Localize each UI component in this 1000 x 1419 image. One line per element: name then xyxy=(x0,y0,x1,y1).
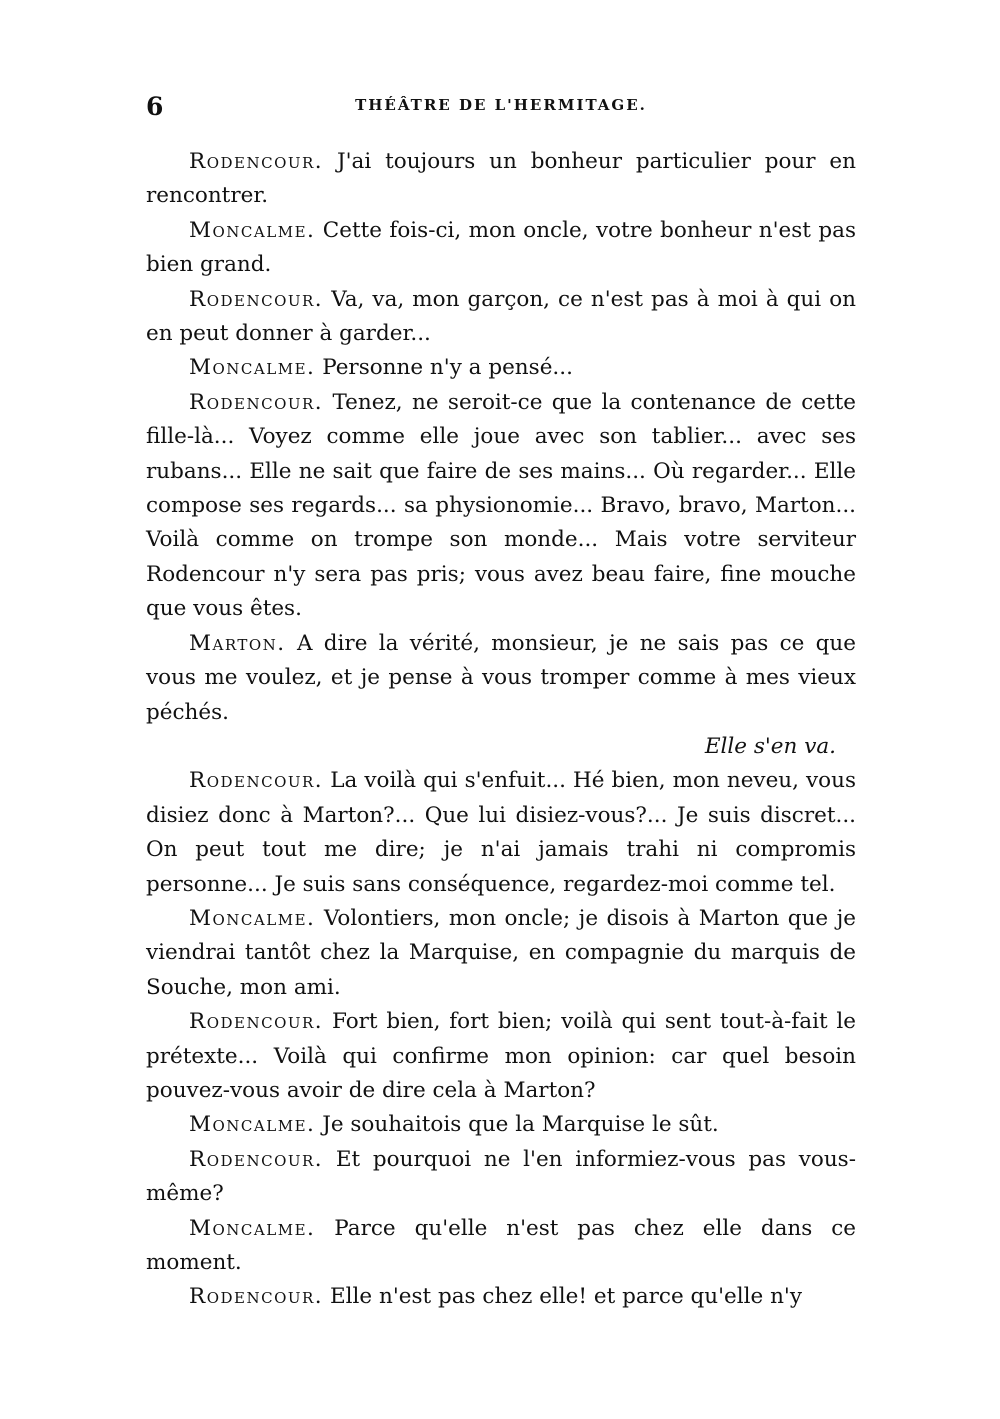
running-title: THÉÂTRE DE L'HERMITAGE. xyxy=(355,96,647,114)
speaker-name: Moncalme. xyxy=(189,1112,316,1138)
speech-paragraph xyxy=(146,214,856,283)
speech-text: Personne n'y a pensé... xyxy=(322,355,573,381)
speaker-name: Rodencour. xyxy=(189,768,324,794)
speech-paragraph xyxy=(146,283,856,352)
speech-paragraph xyxy=(146,1143,856,1212)
speaker-name: Rodencour. xyxy=(189,1009,324,1035)
speech-text: Va, va, mon garçon, ce n'est pas à moi à qui on en peut donner à garder... xyxy=(146,286,856,347)
speech-text: J'ai toujours un bonheur particulier pour en rencontrer. xyxy=(146,149,856,209)
page-header xyxy=(146,92,856,126)
speech-text: Et pourquoi ne l'en informiez-vous pas vous-même? xyxy=(146,1146,856,1207)
speech-paragraph xyxy=(146,764,856,902)
speaker-name: Marton. xyxy=(189,630,286,656)
speech-text: La voilà qui s'enfuit... Hé bien, mon neveu, vous disiez donc à Marton?... Que lui disiez-vous?... Je suis discret... On peut tout me dire; je n'ai jamais trahi ni compromis personne... Je suis sans conséquence, regardez-moi comme tel. xyxy=(146,768,856,897)
page-number: 6 xyxy=(146,92,164,121)
speaker-name: Rodencour. xyxy=(189,1146,324,1172)
speech-paragraph xyxy=(146,627,856,730)
speech-text: Tenez, ne seroit-ce que la contenance de cette fille-là... Voyez comme elle joue avec son tablier... avec ses rubans... Elle ne sait que faire de ses mains... Où regarder... Elle compose ses regards... sa physionomie... Bravo, bravo, Marton... Voilà comme on trompe son monde... Mais votre serviteur Rodencour n'y sera pas pris; vous avez beau faire, fine mouche que vous êtes. xyxy=(146,389,856,622)
speech-paragraph xyxy=(146,386,856,627)
speaker-name: Moncalme. xyxy=(189,355,316,381)
speech-paragraph xyxy=(146,1280,856,1314)
speech-paragraph xyxy=(146,145,856,214)
speaker-name: Rodencour. xyxy=(189,1284,324,1310)
speech-text: Parce qu'elle n'est pas chez elle dans ce moment. xyxy=(146,1215,856,1275)
speech-text: A dire la vérité, monsieur, je ne sais pas ce que vous me voulez, et je pense à vous tromper comme à mes vieux péchés. xyxy=(146,630,856,725)
speech-text: Je souhaitois que la Marquise le sût. xyxy=(322,1112,719,1138)
speech-paragraph xyxy=(146,351,856,385)
speaker-name: Rodencour. xyxy=(189,389,324,415)
speech-text: Volontiers, mon oncle; je disois à Marton que je viendrai tantôt chez la Marquise, en compagnie du marquis de Souche, mon ami. xyxy=(146,905,857,1000)
speaker-name: Moncalme. xyxy=(189,217,316,243)
stage-direction: Elle s'en va. xyxy=(704,733,836,759)
page-body xyxy=(146,145,856,1315)
speech-paragraph xyxy=(146,1005,856,1108)
speech-paragraph xyxy=(146,1108,856,1142)
speaker-name: Moncalme. xyxy=(189,905,316,931)
speech-paragraph xyxy=(146,1212,856,1281)
speaker-name: Moncalme. xyxy=(189,1215,316,1241)
speech-text: Elle n'est pas chez elle! et parce qu'elle n'y xyxy=(329,1284,802,1310)
speech-text: Fort bien, fort bien; voilà qui sent tout-à-fait le prétexte... Voilà qui confirme mon opinion: car quel besoin pouvez-vous avoir de dire cela à Marton? xyxy=(146,1009,856,1103)
speech-text: Cette fois-ci, mon oncle, votre bonheur n'est pas bien grand. xyxy=(146,217,856,278)
speaker-name: Rodencour. xyxy=(189,286,324,312)
speaker-name: Rodencour. xyxy=(189,149,324,174)
speech-paragraph xyxy=(146,902,856,1005)
